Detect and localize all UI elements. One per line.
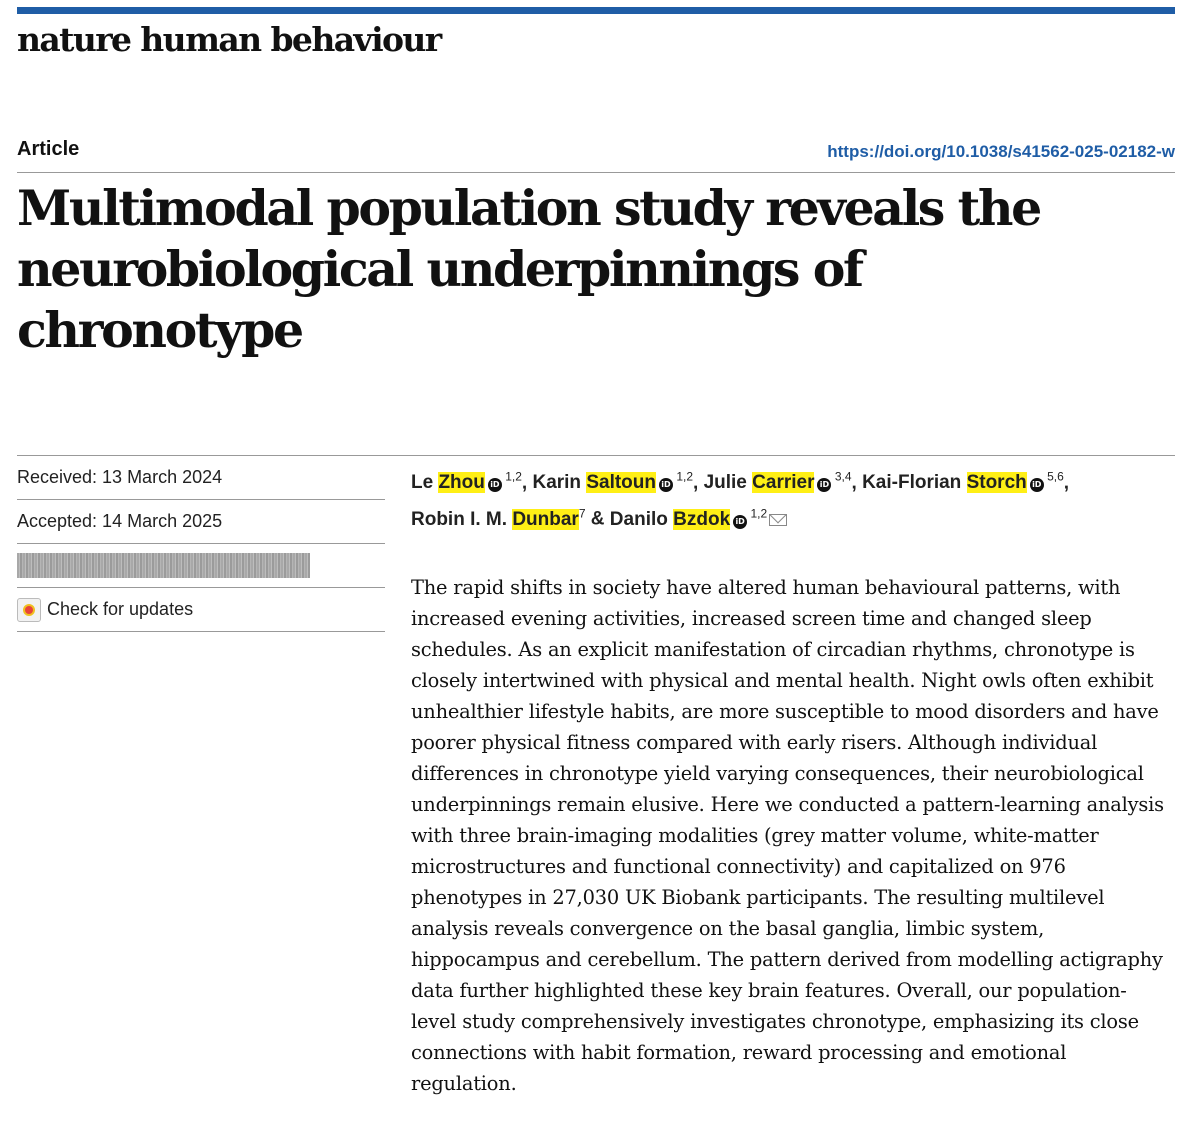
- received-date-row: [17, 456, 385, 500]
- author-first-name: Kai-Florian: [862, 472, 967, 494]
- author-last-name: Storch: [966, 472, 1027, 494]
- check-updates-row[interactable]: [17, 588, 385, 632]
- affiliation-marker: 3,4: [831, 470, 852, 484]
- author[interactable]: [609, 506, 768, 530]
- author[interactable]: [532, 472, 693, 493]
- article-title: Multimodal population study reveals the neurobiological underpinnings of chronotype: [17, 179, 1040, 359]
- affiliation-marker: 5,6: [1043, 470, 1064, 484]
- orcid-icon[interactable]: iD: [1030, 478, 1044, 492]
- redacted-block: [17, 553, 310, 578]
- redacted-row: [17, 544, 385, 588]
- divider: [17, 172, 1175, 173]
- doi-link[interactable]: https://doi.org/10.1038/s41562-025-02182-w: [827, 142, 1175, 161]
- author[interactable]: [862, 472, 1064, 493]
- envelope-icon[interactable]: [769, 514, 787, 526]
- article-history: [17, 456, 385, 632]
- abstract: The rapid shifts in society have altered human behavioural patterns, with increased evening activities, increased screen time and changed sleep schedules. As an explicit manifestation of circadian rhythms, chronotype is closely intertwined with physical and mental health. Night owls often exhibit unhealthier lifestyle habits, are more susceptible to mood disorders and have poorer physical fitness compared with early risers. Although individual differences in chronotype yield varying consequences, their neurobiological underpinnings remain elusive. Here we conducted a pattern-learning analysis with three brain-imaging modalities (grey matter volume, white-matter microstructures and functional connectivity) and capitalized on 976 phenotypes in 27,030 UK Biobank participants. The resulting multilevel analysis reveals convergence on the basal ganglia, limbic system, hippocampus and cerebellum. The pattern derived from modelling actigraphy data further highlighted these key brain features. Overall, our population-level study comprehensively investigates chronotype, emphasizing its close connections with habit formation, reward processing and emotional regulation.: [411, 576, 1164, 1095]
- author-separator: ,: [1063, 472, 1070, 494]
- author-list: [411, 462, 1171, 535]
- accepted-date: Accepted: 14 March 2025: [17, 511, 223, 531]
- orcid-icon[interactable]: iD: [659, 478, 673, 492]
- affiliation-marker: 1,2: [501, 470, 522, 484]
- affiliation-marker: 1,2: [673, 470, 694, 484]
- author-first-name: Robin I. M.: [411, 508, 513, 530]
- author-first-name: Le: [411, 472, 439, 494]
- check-updates-icon[interactable]: [17, 598, 41, 622]
- journal-top-bar: [17, 7, 1175, 14]
- author[interactable]: [411, 472, 522, 493]
- author[interactable]: [704, 472, 852, 493]
- author-separator: ,: [693, 472, 704, 494]
- author-last-name: Carrier: [752, 472, 815, 494]
- author-last-name: Saltoun: [586, 472, 656, 494]
- accepted-date-row: [17, 500, 385, 544]
- author[interactable]: [411, 506, 586, 530]
- author-separator: ,: [521, 472, 533, 494]
- orcid-icon[interactable]: iD: [488, 478, 502, 492]
- author-last-name: Zhou: [438, 472, 485, 494]
- orcid-icon[interactable]: iD: [733, 515, 747, 529]
- author-last-name: Bzdok: [673, 508, 731, 530]
- affiliation-marker: 7: [578, 506, 586, 521]
- author-last-name: Dunbar: [512, 508, 579, 530]
- author-first-name: Danilo: [609, 508, 674, 530]
- orcid-icon[interactable]: iD: [817, 478, 831, 492]
- author-first-name: Karin: [532, 472, 587, 494]
- affiliation-marker: 1,2: [747, 506, 768, 521]
- author-first-name: Julie: [703, 472, 753, 494]
- journal-name: nature human behaviour: [17, 20, 441, 59]
- article-type: Article: [17, 138, 80, 160]
- author-separator: &: [585, 508, 610, 530]
- author-separator: ,: [851, 472, 863, 494]
- check-updates-link[interactable]: Check for updates: [47, 599, 194, 619]
- received-date: Received: 13 March 2024: [17, 467, 223, 487]
